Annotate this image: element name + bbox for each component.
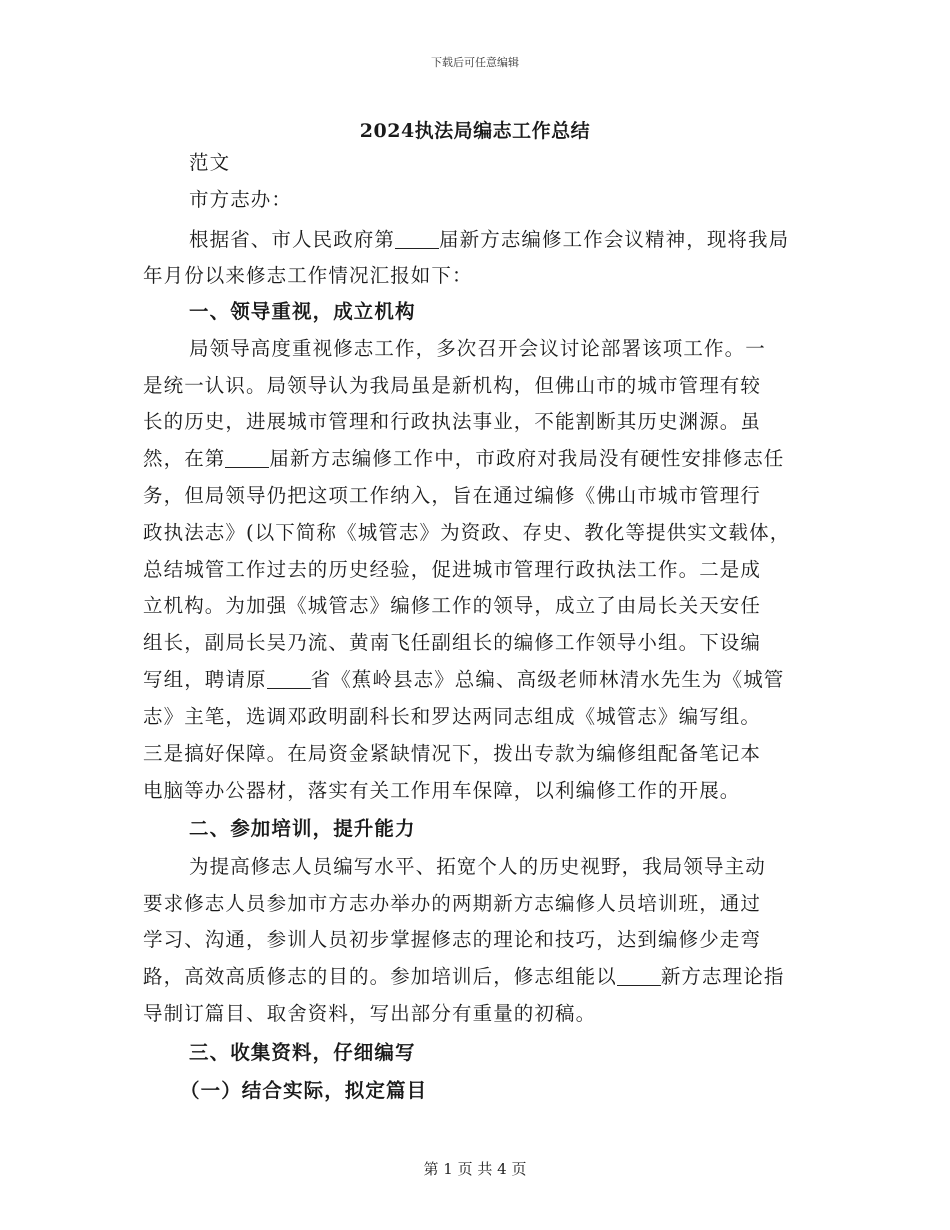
paragraph-line: 路，高效高质修志的目的。参加培训后，修志组能以 新方志理论指 <box>143 965 785 988</box>
blank-field <box>225 445 269 468</box>
paragraph-line: 局领导高度重视修志工作，多次召开会议讨论部署该项工作。一 <box>189 337 766 360</box>
paragraph-line: 长的历史，进展城市管理和行政执法事业，不能割断其历史渊源。虽 <box>143 410 762 433</box>
intro-line-1: 根据省、市人民政府第 届新方志编修工作会议精神，现将我局 <box>189 228 790 251</box>
blank-field <box>395 226 439 249</box>
section-heading-1: 一、领导重视，成立机构 <box>189 300 416 323</box>
paragraph-line: 然，在第 届新方志编修工作中，市政府对我局没有硬性安排修志任 <box>143 447 785 470</box>
paragraph-line: 学习、沟通，参训人员初步掌握修志的理论和技巧，达到编修少走弯 <box>143 928 762 951</box>
subsection-heading: （一）结合实际，拟定篇目 <box>180 1079 428 1102</box>
intro-line-2: 年月份以来修志工作情况汇报如下： <box>143 264 473 287</box>
recipient: 市方志办： <box>189 188 293 211</box>
paragraph-line: 导制订篇目、取舍资料，写出部分有重量的初稿。 <box>143 1002 597 1025</box>
paragraph-line: 志》主笔，选调邓政明副科长和罗达两同志组成《城管志》编写组。 <box>143 705 762 728</box>
paragraph-line: 要求修志人员参加市方志办举办的两期新方志编修人员培训班，通过 <box>143 892 762 915</box>
document-title: 2024执法局编志工作总结 <box>359 120 591 142</box>
paragraph-line: 政执法志》(以下简称《城管志》为资政、存史、教化等提供实文载体， <box>143 521 791 544</box>
paragraph-line: 立机构。为加强《城管志》编修工作的领导，成立了由局长关天安任 <box>143 594 762 617</box>
blank-field <box>617 963 661 986</box>
paragraph-line: 写组，聘请原 省《蕉岭县志》总编、高级老师林清水先生为《城管 <box>143 668 785 691</box>
paragraph-line: 务，但局领导仍把这项工作纳入，旨在通过编修《佛山市城市管理行 <box>143 484 762 507</box>
paragraph-line: 是统一认识。局领导认为我局虽是新机构，但佛山市的城市管理有较 <box>143 374 762 397</box>
salutation-type: 范文 <box>189 151 231 174</box>
blank-field <box>267 666 311 689</box>
section-heading-2: 二、参加培训，提升能力 <box>189 817 416 840</box>
page-number: 第 1 页 共 4 页 <box>423 1160 527 1178</box>
paragraph-line: 电脑等办公器材，落实有关工作用车保障，以利编修工作的开展。 <box>143 779 741 802</box>
paragraph-line: 为提高修志人员编写水平、拓宽个人的历史视野，我局领导主动 <box>189 855 766 878</box>
paragraph-line: 三是搞好保障。在局资金紧缺情况下，拨出专款为编修组配备笔记本 <box>143 742 762 765</box>
paragraph-line: 总结城管工作过去的历史经验，促进城市管理行政执法工作。二是成 <box>143 558 762 581</box>
section-heading-3: 三、收集资料，仔细编写 <box>189 1041 416 1064</box>
paragraph-line: 组长，副局长吴乃流、黄南飞任副组长的编修工作领导小组。下设编 <box>143 631 762 654</box>
page-header-note: 下载后可任意编辑 <box>431 56 519 69</box>
